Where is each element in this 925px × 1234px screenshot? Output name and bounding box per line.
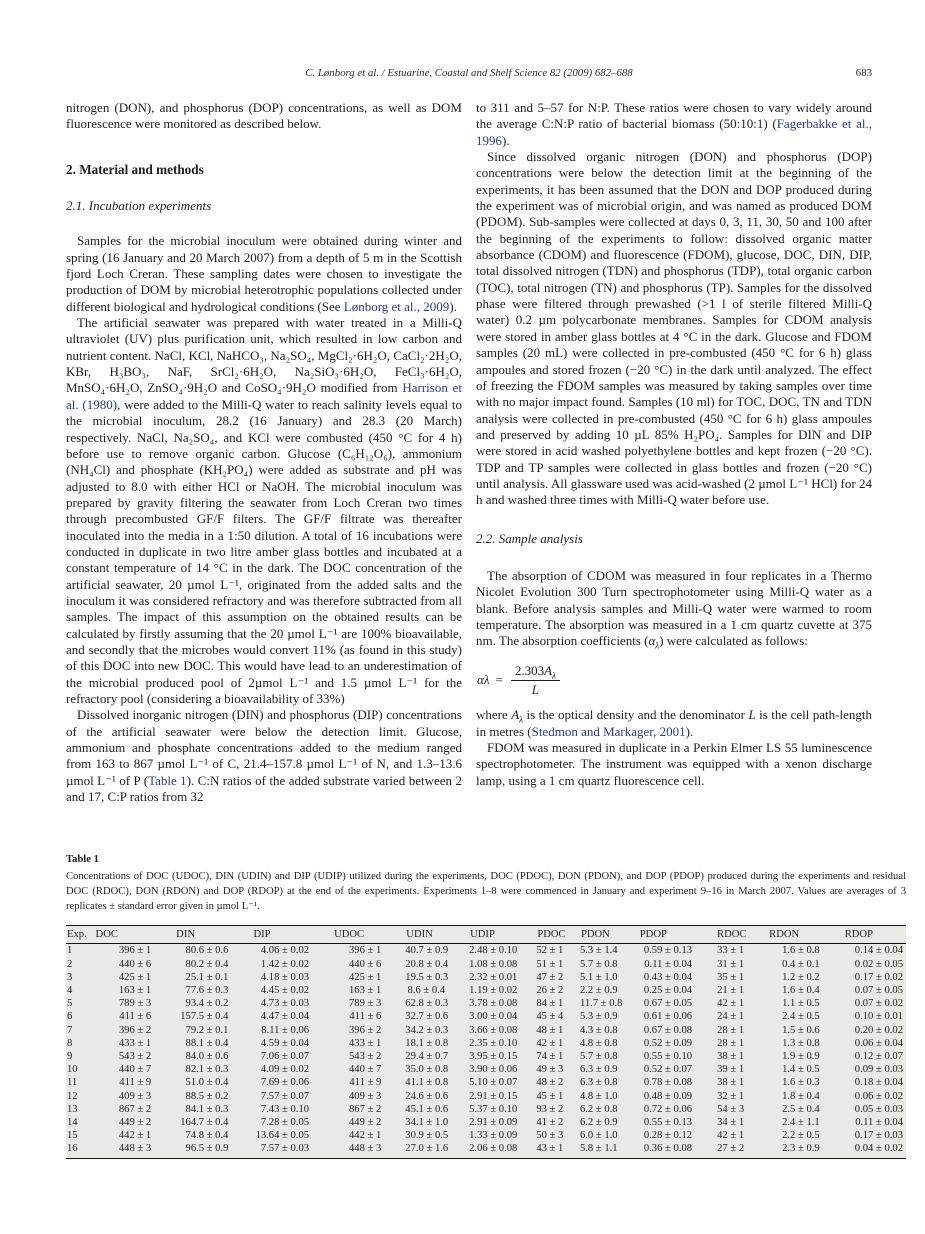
- equation-denominator: L: [511, 680, 560, 698]
- table-cell: 8.11 ± 0.06: [261, 1024, 310, 1036]
- table-cell: 80.6 ± 0.6: [185, 945, 229, 957]
- table-cell: 0.52 ± 0.07: [643, 1064, 693, 1076]
- table-cell: 0.59 ± 0.13: [643, 945, 693, 957]
- table-cell: 6.2 ± 0.8: [579, 1103, 618, 1115]
- table-cell: 51 ± 1: [536, 958, 564, 970]
- table-cell: 0.43 ± 0.04: [643, 971, 693, 983]
- table-cell: 39 ± 1: [717, 1064, 745, 1076]
- section-heading-material-methods: 2. Material and methods: [66, 161, 204, 177]
- table-cell: 13.64 ± 0.05: [255, 1130, 310, 1142]
- table-cell: 93 ± 2: [536, 1103, 564, 1115]
- table-label: Table 1: [66, 854, 99, 865]
- table-cell: 396 ± 1: [348, 945, 382, 957]
- table-cell: 4.47 ± 0.04: [260, 1011, 310, 1023]
- table-row: [66, 1103, 906, 1116]
- table-row: [66, 958, 906, 971]
- table-row: [66, 944, 906, 958]
- table-cell: 62.8 ± 0.3: [405, 998, 449, 1010]
- table-cell: 4.73 ± 0.03: [260, 998, 310, 1010]
- table-cell: 38 ± 1: [717, 1051, 745, 1063]
- table-cell: 1.08 ± 0.08: [469, 958, 518, 970]
- table-cell: 14: [67, 1117, 78, 1129]
- column-header: RDON: [768, 926, 844, 944]
- table-cell: 32.7 ± 0.6: [405, 1011, 449, 1023]
- table-cell: 867 ± 2: [348, 1103, 382, 1115]
- table-row: [66, 1037, 906, 1050]
- table-cell: 1.2 ± 0.2: [782, 971, 820, 983]
- table-cell: 2.3 ± 0.9: [768, 1142, 844, 1158]
- table-cell: 3: [67, 971, 73, 983]
- table-cell: 396 ± 1: [118, 945, 152, 957]
- table-cell: 80.2 ± 0.4: [185, 958, 229, 970]
- table-row: [66, 1090, 906, 1103]
- table-cell: 0.04 ± 0.02: [844, 1142, 906, 1158]
- table-cell: 163 ± 1: [118, 985, 152, 996]
- table-row: [66, 984, 906, 997]
- paragraph-continuation-right: to 311 and 5–57 for N:P. These ratios were chosen to vary widely around the average C:N:P ratio of bacterial biomass (50:10:1) (Fagerbakke et al., 1996).: [476, 100, 872, 148]
- table-cell: 396 ± 2: [118, 1024, 152, 1036]
- table-cell: 7: [67, 1024, 73, 1036]
- citation-link[interactable]: Lønborg et al., 2009: [343, 298, 450, 314]
- table-cell: 4.18 ± 0.03: [260, 971, 310, 983]
- table-cell: 411 ± 6: [349, 1011, 382, 1023]
- table-cell: 11: [67, 1077, 78, 1089]
- table-cell: 0.28 ± 0.12: [643, 1130, 693, 1142]
- paragraph-continuation-left: nitrogen (DON), and phosphorus (DOP) concentrations, as well as DOM fluorescence were monitored as described below.: [66, 100, 462, 132]
- column-header: PDON: [580, 926, 639, 944]
- table-cell: 0.11 ± 0.04: [855, 1117, 903, 1129]
- table-cell: 19.5 ± 0.3: [405, 971, 449, 983]
- table-cell: 2.2 ± 0.5: [782, 1130, 820, 1142]
- table-cell: 15: [67, 1130, 78, 1142]
- table-cell: 0.07 ± 0.05: [854, 985, 903, 996]
- table-cell: 6.3 ± 0.9: [579, 1064, 618, 1076]
- equation-absorption-coefficient: [477, 663, 872, 699]
- table-cell: 24 ± 1: [717, 1011, 745, 1023]
- table-cell: 440 ± 6: [348, 958, 382, 970]
- table-cell: 74.8 ± 0.4: [185, 1130, 229, 1142]
- table-cell: 0.02 ± 0.05: [854, 958, 903, 970]
- table-cell: 2.06 ± 0.08: [469, 1142, 536, 1158]
- table-cell: 7.57 ± 0.07: [260, 1090, 310, 1102]
- table-cell: 0.48 ± 0.09: [643, 1090, 693, 1102]
- table-cell: 543 ± 2: [348, 1051, 382, 1063]
- table-cell: 442 ± 1: [118, 1130, 152, 1142]
- table-cell: 1.5 ± 0.6: [782, 1024, 820, 1036]
- table-cell: 449 ± 2: [348, 1117, 382, 1129]
- table-cell: 448 ± 3: [333, 1142, 405, 1158]
- table-cell: 1.33 ± 0.09: [469, 1130, 518, 1142]
- table-cell: 0.36 ± 0.08: [639, 1142, 716, 1158]
- paragraph-cdom-absorption: The absorption of CDOM was measured in four replicates in a Thermo Nicolet Evolution 300 Turn spectrophotometer using Milli-Q water as a blank. Before analysis samples and Milli-Q water were warmed to room temperature. The absorption was measured in a 1 cm quartz cuvette at 375 nm. The absorption coefficients $(\alpha_\lambda)$ were calculated as follows:: [476, 567, 872, 651]
- table-cell: 5.10 ± 0.07: [469, 1077, 518, 1089]
- equation-fraction: [511, 663, 560, 699]
- table1-grid: [66, 925, 906, 1158]
- table-cell: 32 ± 1: [717, 1090, 745, 1102]
- table-cell: 1.6 ± 0.8: [782, 945, 820, 957]
- table-cell: 41 ± 2: [536, 1117, 564, 1129]
- citation-link[interactable]: Stedmon and Markager, 2001: [531, 723, 686, 739]
- table-cell: 448 ± 3: [95, 1142, 176, 1158]
- table-cell: 442 ± 1: [348, 1130, 382, 1142]
- table-cell: 0.06 ± 0.04: [854, 1037, 903, 1049]
- table-cell: 45 ± 1: [536, 1090, 564, 1102]
- table-cell: 49 ± 3: [536, 1064, 564, 1076]
- table-cell: 45.1 ± 0.6: [405, 1103, 449, 1115]
- table-cell: 6.3 ± 0.8: [579, 1077, 618, 1089]
- table-cell: 164.7 ± 0.4: [180, 1117, 229, 1129]
- table-cell: 440 ± 6: [118, 958, 152, 970]
- column-header: PDOC: [536, 926, 580, 944]
- table-cell: 6.0 ± 1.0: [579, 1130, 618, 1142]
- table-cell: 0.11 ± 0.04: [644, 958, 693, 970]
- equation-numerator: $2.303A_\lambda$: [514, 662, 556, 681]
- table-cell: 0.78 ± 0.08: [643, 1077, 693, 1089]
- table-cell: 2.91 ± 0.15: [469, 1090, 518, 1102]
- table-cell: 34.1 ± 1.0: [405, 1117, 449, 1129]
- table-cell: 77.6 ± 0.3: [185, 985, 229, 996]
- table-cell: 0.67 ± 0.05: [643, 998, 693, 1010]
- table-cell: 4.09 ± 0.02: [260, 1064, 310, 1076]
- table-cell: 543 ± 2: [118, 1051, 152, 1063]
- table-cell: 13: [67, 1103, 78, 1115]
- table-cell: 2.5 ± 0.4: [782, 1103, 820, 1115]
- table-cell: 41.1 ± 0.8: [405, 1077, 449, 1089]
- table-cell: 5.37 ± 0.10: [469, 1103, 518, 1115]
- table-cell: 93.4 ± 0.2: [185, 998, 229, 1010]
- paragraph-samples: Samples for the microbial inoculum were obtained during winter and spring (16 January and 20 March 2007) from a depth of 5 m in the Scottish fjord Loch Creran. These sampling dates were chosen to investigate the production of DOM by microbial heterotrophic populations collected under different biological and hydrological conditions (See Lønborg et al., 2009).: [66, 233, 462, 314]
- table-cell: 0.07 ± 0.02: [854, 998, 903, 1010]
- table-cell: 42 ± 1: [536, 1037, 564, 1049]
- citation-link[interactable]: Harrison et al. (1980): [66, 380, 462, 412]
- subsection-heading-incubation: 2.1. Incubation experiments: [66, 198, 212, 214]
- table-cell: 82.1 ± 0.3: [185, 1064, 229, 1076]
- table-cell: 425 ± 1: [118, 971, 152, 983]
- table-cell: 1.1 ± 0.5: [782, 998, 820, 1010]
- column-header: Exp.: [66, 926, 95, 944]
- table-cell: 25.1 ± 0.1: [185, 971, 229, 983]
- table-cell: 163 ± 1: [348, 985, 382, 996]
- table-cell: 0.09 ± 0.03: [854, 1064, 903, 1076]
- table-cell: 3.78 ± 0.08: [469, 998, 518, 1010]
- table-cell: 449 ± 2: [118, 1117, 152, 1129]
- table-cell: 2.4 ± 0.5: [782, 1011, 820, 1023]
- table-row: [66, 1010, 906, 1023]
- table-cell: 47 ± 2: [536, 971, 564, 983]
- table-row: [66, 1129, 906, 1142]
- table-cell: 411 ± 6: [119, 1011, 152, 1023]
- table-cell: 396 ± 2: [348, 1024, 382, 1036]
- column-header: DIN: [175, 926, 252, 944]
- table-cell: 18.1 ± 0.8: [405, 1037, 449, 1049]
- table-cell: 0.4 ± 0.1: [782, 958, 820, 970]
- running-head-title: C. Lønborg et al. / Estuarine, Coastal and Shelf Science 82 (2009) 682–688: [305, 67, 633, 79]
- table-cell: 26 ± 2: [536, 985, 564, 996]
- column-header: PDOP: [639, 926, 716, 944]
- table-cell: 433 ± 1: [118, 1037, 152, 1049]
- table-cell: 0.17 ± 0.03: [854, 1130, 903, 1142]
- table-cell: 29.4 ± 0.7: [405, 1051, 449, 1063]
- table-cell: 54 ± 3: [717, 1103, 745, 1115]
- table-cell: 440 ± 7: [118, 1064, 152, 1076]
- table-cell: 0.18 ± 0.04: [854, 1077, 903, 1089]
- table-cell: 2.4 ± 1.1: [782, 1117, 820, 1129]
- table-row: [66, 1076, 906, 1089]
- table-row: [66, 997, 906, 1010]
- right-column: [476, 100, 872, 805]
- table-row: [66, 1116, 906, 1129]
- table-cell: 84.0 ± 0.6: [185, 1051, 229, 1063]
- table-cell: 1.4 ± 0.5: [782, 1064, 820, 1076]
- table-cell: 30.9 ± 0.5: [405, 1130, 449, 1142]
- table-cell: 35.0 ± 0.8: [405, 1064, 449, 1076]
- text-columns: [66, 100, 872, 805]
- table-cell: 6.2 ± 0.9: [579, 1117, 618, 1129]
- table-cell: 96.5 ± 0.9: [175, 1142, 252, 1158]
- table-cell: 4.8 ± 1.0: [579, 1090, 618, 1102]
- table-cell: 3.95 ± 0.15: [469, 1051, 518, 1063]
- table-cell: 28 ± 1: [717, 1037, 745, 1049]
- paragraph-seawater: The artificial seawater was prepared with water treated in a Milli-Q ultraviolet (UV) plus purification unit, which resulted in low carbon and nutrient content. NaCl, KCl, NaHCO₃, Na₂SO₄, MgCl₂·6H₂O, CaCl₂·2H₂O, KBr, H₃BO₃, NaF, SrCl₂·6H₂O, Na₂SiO₃·6H₂O, FeCl₃·6H₂O, MnSO₄·6H₂O, ZnSO₄·9H₂O and CoSO₄·9H₂O modified from Harrison et al. (1980), were added to the Milli-Q water to reach salinity levels equal to the microbial inoculum, 28.2 (16 January) and 28.3 (20 March) respectively. NaCl, Na₂SO₄, and KCl were combusted (450 °C for 4 h) before use to remove organic carbon. Glucose (C₆H₁₂O₆), ammonium (NH₄Cl) and phosphate (KH₂PO₄) were added as substrate and pH was adjusted to 8.0 with either HCl or NaOH. The microbial inoculum was prepared by gravity filtering the seawater from Loch Creran two times through precombusted GF/F filters. The GF/F filtrate was thereafter inoculated into the media in a 1:50 dilution. A total of 16 incubations were conducted in duplicate in two litre amber glass bottles and incubated at a constant temperature of 14 °C in the dark. The DOC concentration of the artificial seawater, 20 µmol L⁻¹, originated from the added salts and the inoculum it was considered refractory and was therefore subtracted from all samples. The impact of this assumption on the obtained results can be calculated by firstly assuming that the 20 µmol L⁻¹ are 100% bioavailable, and secondly that the microbes would convert 11% (as found in this study) of this DOC into new DOC. This would have lead to an underestimation of the microbial produced pool of 2µmol L⁻¹ and 1.5 µmol L⁻¹ for the refractory pool (considering a bioavailability of 33%): [66, 315, 463, 706]
- table1-block: [66, 854, 906, 1159]
- table-cell: 411 ± 9: [349, 1077, 382, 1089]
- table-cell: 1.42 ± 0.02: [260, 958, 310, 970]
- table-cell: 42 ± 1: [717, 1130, 745, 1142]
- table-cell: 51.0 ± 0.4: [185, 1077, 229, 1089]
- table-cell: 27.0 ± 1.6: [405, 1142, 469, 1158]
- table-cell: 0.61 ± 0.06: [643, 1011, 693, 1023]
- column-header: DIP: [252, 926, 333, 944]
- page-number: 683: [855, 67, 872, 79]
- table-cell: 43 ± 1: [536, 1142, 580, 1158]
- table-cell: 4.8 ± 0.8: [579, 1037, 618, 1049]
- paragraph-din-dip: Dissolved inorganic nitrogen (DIN) and phosphorus (DIP) concentrations of the artificial seawater were below the detection limit. Glucose, ammonium and phosphate concentrations added to the medium ranged from 163 to 867 µmol L⁻¹ of C, 21.4–157.8 µmol L⁻¹ of N, and 1.3–13.6 µmol L⁻¹ of P (Table 1). C:N ratios of the added substrate varied between 2 and 17, C:P ratios from 32: [66, 707, 462, 805]
- table-header-row: [66, 926, 906, 944]
- table-cell: 3.00 ± 0.04: [469, 1011, 518, 1023]
- table-cell: 88.5 ± 0.2: [185, 1090, 229, 1102]
- table-cell: 48 ± 2: [536, 1077, 564, 1089]
- table-cell: 5.7 ± 0.8: [579, 1051, 618, 1063]
- table-cell: 0.14 ± 0.04: [854, 945, 903, 957]
- table-cell: 0.12 ± 0.07: [854, 1051, 903, 1063]
- equation-lhs: αλ: [477, 672, 490, 688]
- table-cell: 7.06 ± 0.07: [260, 1051, 310, 1063]
- table-cell: 0.52 ± 0.09: [643, 1037, 693, 1049]
- table-cell: 4.45 ± 0.02: [260, 985, 310, 996]
- table-cell: 2.32 ± 0.01: [469, 971, 518, 983]
- table-cell: 7.69 ± 0.06: [260, 1077, 310, 1089]
- paragraph-pdom: Since dissolved organic nitrogen (DON) and phosphorus (DOP) concentrations were below the detection limit at the beginning of the experiments, it has been assumed that the DON and DOP produced during the experiment was of microbial origin, and was named as produced DOM (PDOM). Sub-samples were collected at days 0, 3, 11, 30, 50 and 100 after the beginning of the experiments to follow: dissolved organic matter absorbance (CDOM) and fluorescence (FDOM), glucose, DOC, DIN, DIP, total dissolved nitrogen (TDN) and phosphorus (TDP), total organic carbon (TOC), total nitrogen (TN) and phosphorus (TP). Samples for the dissolved phase were filtered through prewashed (>1 l of sterile filtered Milli-Q water) 0.2 µm polycarbonate membranes. Samples for CDOM analysis were stored in amber glass bottles at 4 °C in the dark. Glucose and FDOM samples (20 mL) were collected in pre-combusted (450 °C for 6 h) glass ampoules and stored frozen (−20 °C) in the dark until analyzed. The effect of freezing the FDOM samples was measured by taking samples over time with no major impact found. Samples (10 ml) for TOC, DOC, TN and TDN analysis were collected in pre-combusted (450 °C for 6 h) glass ampoules and preserved by adding 10 µL 85% H₂PO₄. Samples for DIN and DIP were stored in acid washed polyethylene bottles and kept frozen (−20 °C). TDP and TP samples were collected in glass bottles and frozen (−20 °C) until analysis. All glassware used was acid-washed (2 µmol L⁻¹ HCl) for 24 h and washed three times with Milli-Q water before use.: [476, 149, 872, 508]
- table-row: [66, 1142, 906, 1158]
- table-cell: 5.3 ± 1.4: [579, 945, 618, 957]
- table-cell: 45 ± 4: [536, 1011, 564, 1023]
- table-cell: 789 ± 3: [348, 998, 382, 1010]
- column-header: RDOC: [716, 926, 768, 944]
- table-cell: 789 ± 3: [118, 998, 152, 1010]
- table-cell: 1.19 ± 0.02: [469, 985, 518, 996]
- table-cell: 31 ± 1: [717, 958, 745, 970]
- table-cell: 88.1 ± 0.4: [185, 1037, 229, 1049]
- table-row: [66, 971, 906, 984]
- equals-sign: =: [495, 672, 503, 688]
- table-cell: 7.28 ± 0.05: [260, 1117, 310, 1129]
- column-header: UDIN: [405, 926, 469, 944]
- table-cell: 34.2 ± 0.3: [405, 1024, 449, 1036]
- table-cell: 6: [67, 1011, 73, 1023]
- table-cell: 3.90 ± 0.06: [469, 1064, 518, 1076]
- table-cell: 7.43 ± 0.10: [260, 1103, 310, 1115]
- table-cell: 1.6 ± 0.3: [782, 1077, 820, 1089]
- table-cell: 21 ± 1: [717, 985, 745, 996]
- table-row: [66, 1050, 906, 1063]
- citation-link[interactable]: Table 1: [148, 772, 187, 788]
- table-cell: 4.06 ± 0.02: [260, 945, 310, 957]
- table-cell: 8: [67, 1037, 73, 1049]
- table-cell: 34 ± 1: [717, 1117, 745, 1129]
- table-cell: 433 ± 1: [348, 1037, 382, 1049]
- table-row: [66, 1063, 906, 1076]
- table-cell: 74 ± 1: [536, 1051, 564, 1063]
- table-row: [66, 1024, 906, 1037]
- table-cell: 0.55 ± 0.10: [643, 1051, 693, 1063]
- table-cell: 28 ± 1: [717, 1024, 745, 1036]
- table-cell: 38 ± 1: [717, 1077, 745, 1089]
- paragraph-where: where $A_\lambda$ is the optical density and the denominator L is the cell path-length in metres (Stedmon and Markager, 2001).: [476, 707, 872, 739]
- table-cell: 0.55 ± 0.13: [643, 1117, 693, 1129]
- citation-link[interactable]: Fagerbakke et al., 1996: [476, 116, 872, 148]
- table-cell: 1.6 ± 0.4: [782, 985, 820, 996]
- table-cell: 12: [67, 1090, 78, 1102]
- running-head: [66, 67, 872, 79]
- column-header: UDOC: [333, 926, 405, 944]
- table-cell: 3.66 ± 0.08: [469, 1024, 518, 1036]
- table-cell: 16: [66, 1142, 95, 1158]
- table-cell: 84 ± 1: [536, 998, 564, 1010]
- table-cell: 409 ± 3: [348, 1090, 382, 1102]
- table-cell: 411 ± 9: [119, 1077, 152, 1089]
- subsection-heading-sample-analysis: 2.2. Sample analysis: [476, 530, 583, 546]
- table-cell: 1.3 ± 0.8: [782, 1037, 820, 1049]
- table-cell: 2.48 ± 0.10: [469, 945, 518, 957]
- column-header: RDOP: [844, 926, 906, 944]
- table-cell: 5.8 ± 1.1: [580, 1142, 639, 1158]
- table-cell: 5.7 ± 0.8: [579, 958, 618, 970]
- table-cell: 1: [67, 945, 73, 957]
- table-cell: 0.67 ± 0.08: [643, 1024, 693, 1036]
- table-caption: Concentrations of DOC (UDOC), DIN (UDIN) and DIP (UDIP) utilized during the experiments, DOC (PDOC), DON (PDON), and DOP (PDOP) produced during the experiments and residual DOC (RDOC), DON (RDON) and DOP (RDOP) at the end of the experiments. Experiments 1–8 were commenced in January and experiment 9–16 in March 2007. Values are averages of 3 replicates ± standard error given in µmol L⁻¹.: [66, 871, 906, 912]
- table-cell: 11.7 ± 0.8: [579, 998, 623, 1010]
- table-cell: 33 ± 1: [717, 945, 745, 957]
- table-cell: 0.25 ± 0.04: [643, 985, 693, 996]
- table-cell: 24.6 ± 0.6: [405, 1090, 449, 1102]
- table-cell: 0.20 ± 0.02: [854, 1024, 903, 1036]
- table-cell: 157.5 ± 0.4: [180, 1011, 229, 1023]
- table-cell: 9: [67, 1051, 73, 1063]
- table-cell: 0.06 ± 0.02: [854, 1090, 903, 1102]
- table-cell: 4.59 ± 0.04: [260, 1037, 310, 1049]
- table-cell: 2.2 ± 0.9: [579, 985, 618, 996]
- table-cell: 0.72 ± 0.06: [643, 1103, 693, 1115]
- column-header: UDIP: [469, 926, 536, 944]
- table-cell: 4.3 ± 0.8: [579, 1024, 618, 1036]
- table-cell: 8.6 ± 0.4: [407, 985, 446, 996]
- table-cell: 0.05 ± 0.03: [854, 1103, 903, 1115]
- table-cell: 42 ± 1: [717, 998, 745, 1010]
- table-cell: 2: [67, 958, 73, 970]
- table-cell: 79.2 ± 0.1: [185, 1024, 229, 1036]
- table-cell: 2.91 ± 0.09: [469, 1117, 518, 1129]
- table-cell: 5: [67, 998, 73, 1010]
- table-cell: 50 ± 3: [536, 1130, 564, 1142]
- left-column: [66, 100, 462, 805]
- table-cell: 35 ± 1: [717, 971, 745, 983]
- table-cell: 5.3 ± 0.9: [579, 1011, 618, 1023]
- table-cell: 0.17 ± 0.02: [854, 971, 903, 983]
- table-cell: 27 ± 2: [716, 1142, 768, 1158]
- table-cell: 409 ± 3: [118, 1090, 152, 1102]
- table-cell: 10: [67, 1064, 78, 1076]
- table-cell: 867 ± 2: [118, 1103, 152, 1115]
- table-cell: 40.7 ± 0.9: [405, 945, 449, 957]
- table-cell: 5.1 ± 1.0: [579, 971, 618, 983]
- table-cell: 4: [67, 985, 73, 996]
- table-cell: 48 ± 1: [536, 1024, 564, 1036]
- table-cell: 425 ± 1: [348, 971, 382, 983]
- table-cell: 0.10 ± 0.01: [854, 1011, 903, 1023]
- table-cell: 52 ± 1: [536, 945, 564, 957]
- table-cell: 1.8 ± 0.4: [782, 1090, 820, 1102]
- table-cell: 2.35 ± 0.10: [469, 1037, 518, 1049]
- table-cell: 1.9 ± 0.9: [782, 1051, 820, 1063]
- table-cell: 440 ± 7: [348, 1064, 382, 1076]
- column-header: DOC: [95, 926, 176, 944]
- table-cell: 7.57 ± 0.03: [252, 1142, 333, 1158]
- table-cell: 84.1 ± 0.3: [185, 1103, 229, 1115]
- table-cell: 20.8 ± 0.4: [405, 958, 449, 970]
- paragraph-fdom: FDOM was measured in duplicate in a Perkin Elmer LS 55 luminescence spectrophotometer. The instrument was equipped with a xenon discharge lamp, using a 1 cm quartz fluorescence cell.: [476, 740, 872, 788]
